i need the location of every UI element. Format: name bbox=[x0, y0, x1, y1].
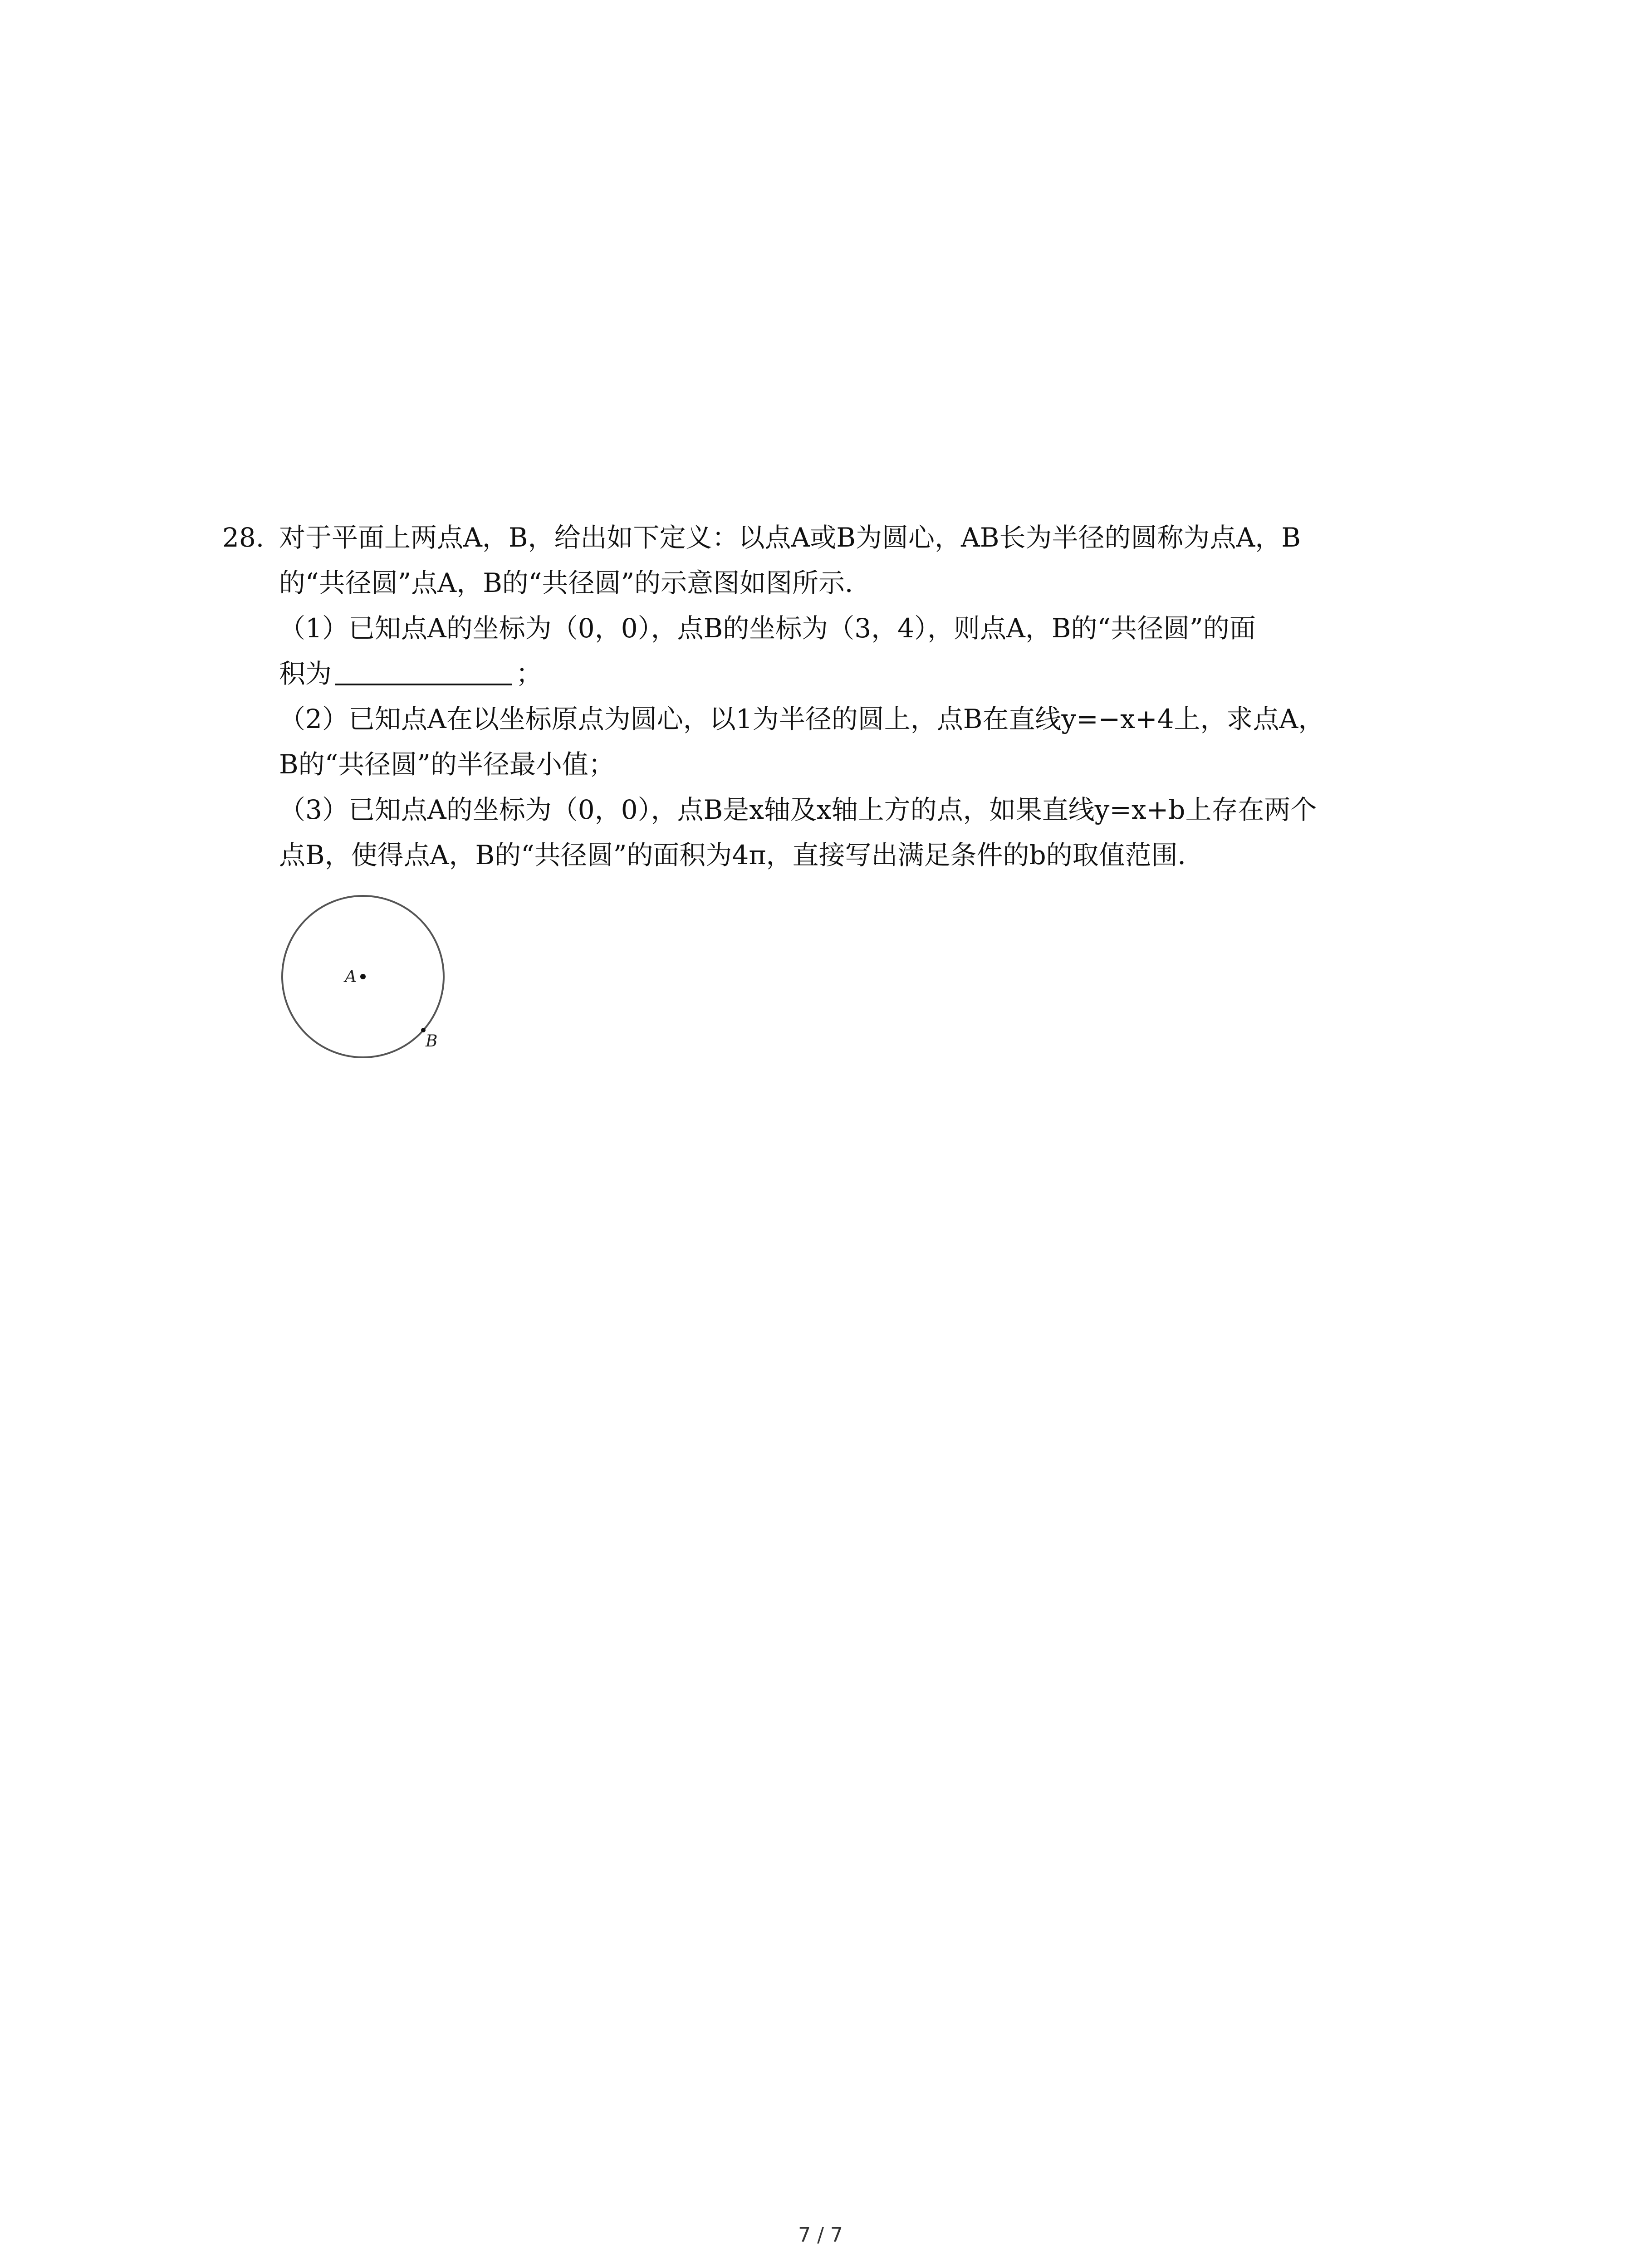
part-3-line-1: （3）已知点A的坐标为（0，0），点B是x轴及x轴上方的点，如果直线y=x+b上存在两个 bbox=[279, 794, 1317, 825]
part-1-line-1: （1）已知点A的坐标为（0，0），点B的坐标为（3，4），则点A，B的“共径圆”的面 bbox=[279, 613, 1256, 644]
page-number: 7 / 7 bbox=[798, 2224, 843, 2247]
problem-28 bbox=[222, 515, 1456, 878]
problem-text-line-1: 对于平面上两点A，B，给出如下定义：以点A或B为圆心，AB长为半径的圆称为点A，B bbox=[279, 522, 1301, 553]
part-2-line-2: B的“共径圆”的半径最小值； bbox=[279, 749, 615, 780]
part-2-line-1: （2）已知点A在以坐标原点为圆心，以1为半径的圆上，点B在直线y=−x+4上，求点A， bbox=[279, 704, 1325, 734]
point-b-label: B bbox=[426, 1032, 438, 1051]
point-a-dot bbox=[360, 974, 366, 979]
part-1-prefix: 积为 bbox=[279, 658, 332, 689]
problem-number: 28. bbox=[222, 522, 265, 553]
part-1-suffix: ； bbox=[516, 658, 543, 689]
problem-line-1 bbox=[222, 515, 1456, 560]
problem-line-2: 的“共径圆”点A，B的“共径圆”的示意图如图所示． bbox=[279, 567, 872, 598]
point-a-label: A bbox=[345, 968, 357, 986]
co-radius-circle-figure bbox=[281, 896, 463, 1064]
point-b-dot bbox=[421, 1028, 426, 1032]
circle-diagram bbox=[281, 896, 463, 1064]
answer-blank[interactable] bbox=[335, 655, 512, 685]
part-1-line-2 bbox=[222, 651, 1456, 696]
part-3-line-2: 点B，使得点A，B的“共径圆”的面积为4π，直接写出满足条件的b的取值范围． bbox=[279, 840, 1204, 870]
